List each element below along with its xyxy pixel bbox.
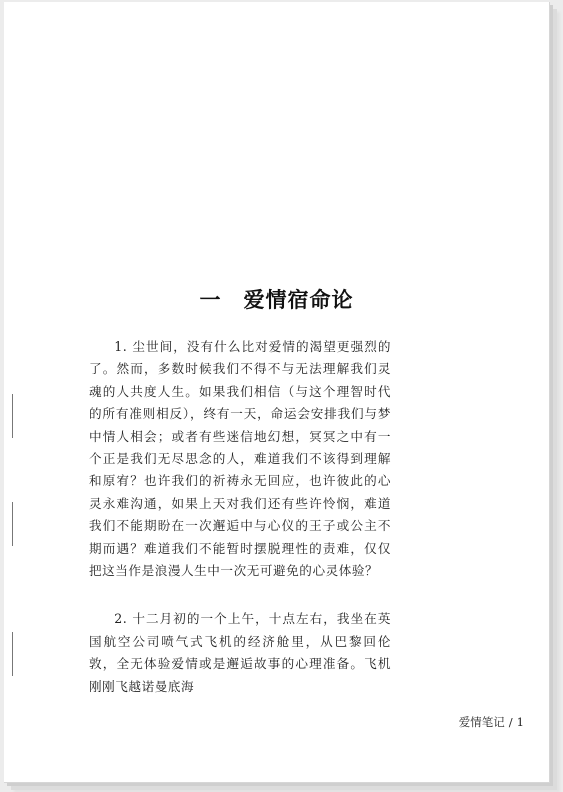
paragraph-2: 2. 十二月初的一个上午，十点左右，我坐在英国航空公司喷气式飞机的经济舱里，从巴黎回伦敦，全无体验爱情或是邂逅故事的心理准备。飞机刚刚飞越诺曼底海 <box>89 611 391 694</box>
paragraph-1: 1. 尘世间，没有什么比对爱情的渴望更强烈的了。然而，多数时候我们不得不与无法理解我们灵魂的人共度人生。如果我们相信（与这个理智时代的所有准则相反），终有一天，命运会安排我们与梦中情人相会；或者有些迷信地幻想，冥冥之中有一个正是我们无尽思念的人，难道我们不该得到理解和原宥？也许我们的祈祷永无回应，也许彼此的心灵永难沟通，如果上天对我们还有些许怜悯，难道我们不能期盼在一次邂逅中与心仪的王子或公主不期而遇？难道我们不能暂时摆脱理性的责难，仅仅把这当作是浪漫人生中一次无可避免的心灵体验？ <box>89 339 391 579</box>
chapter-number: 一 <box>199 287 222 312</box>
margin-line <box>12 632 13 676</box>
chapter-heading <box>4 284 549 314</box>
footer-separator: / <box>508 715 513 729</box>
margin-line <box>12 502 13 546</box>
chapter-body <box>89 336 391 698</box>
footer-book-title: 爱情笔记 <box>458 715 505 729</box>
page-number: 1 <box>516 715 524 729</box>
running-footer <box>459 714 524 730</box>
book-page <box>4 2 550 783</box>
chapter-title: 爱情宿命论 <box>243 287 354 312</box>
margin-line <box>12 394 13 438</box>
